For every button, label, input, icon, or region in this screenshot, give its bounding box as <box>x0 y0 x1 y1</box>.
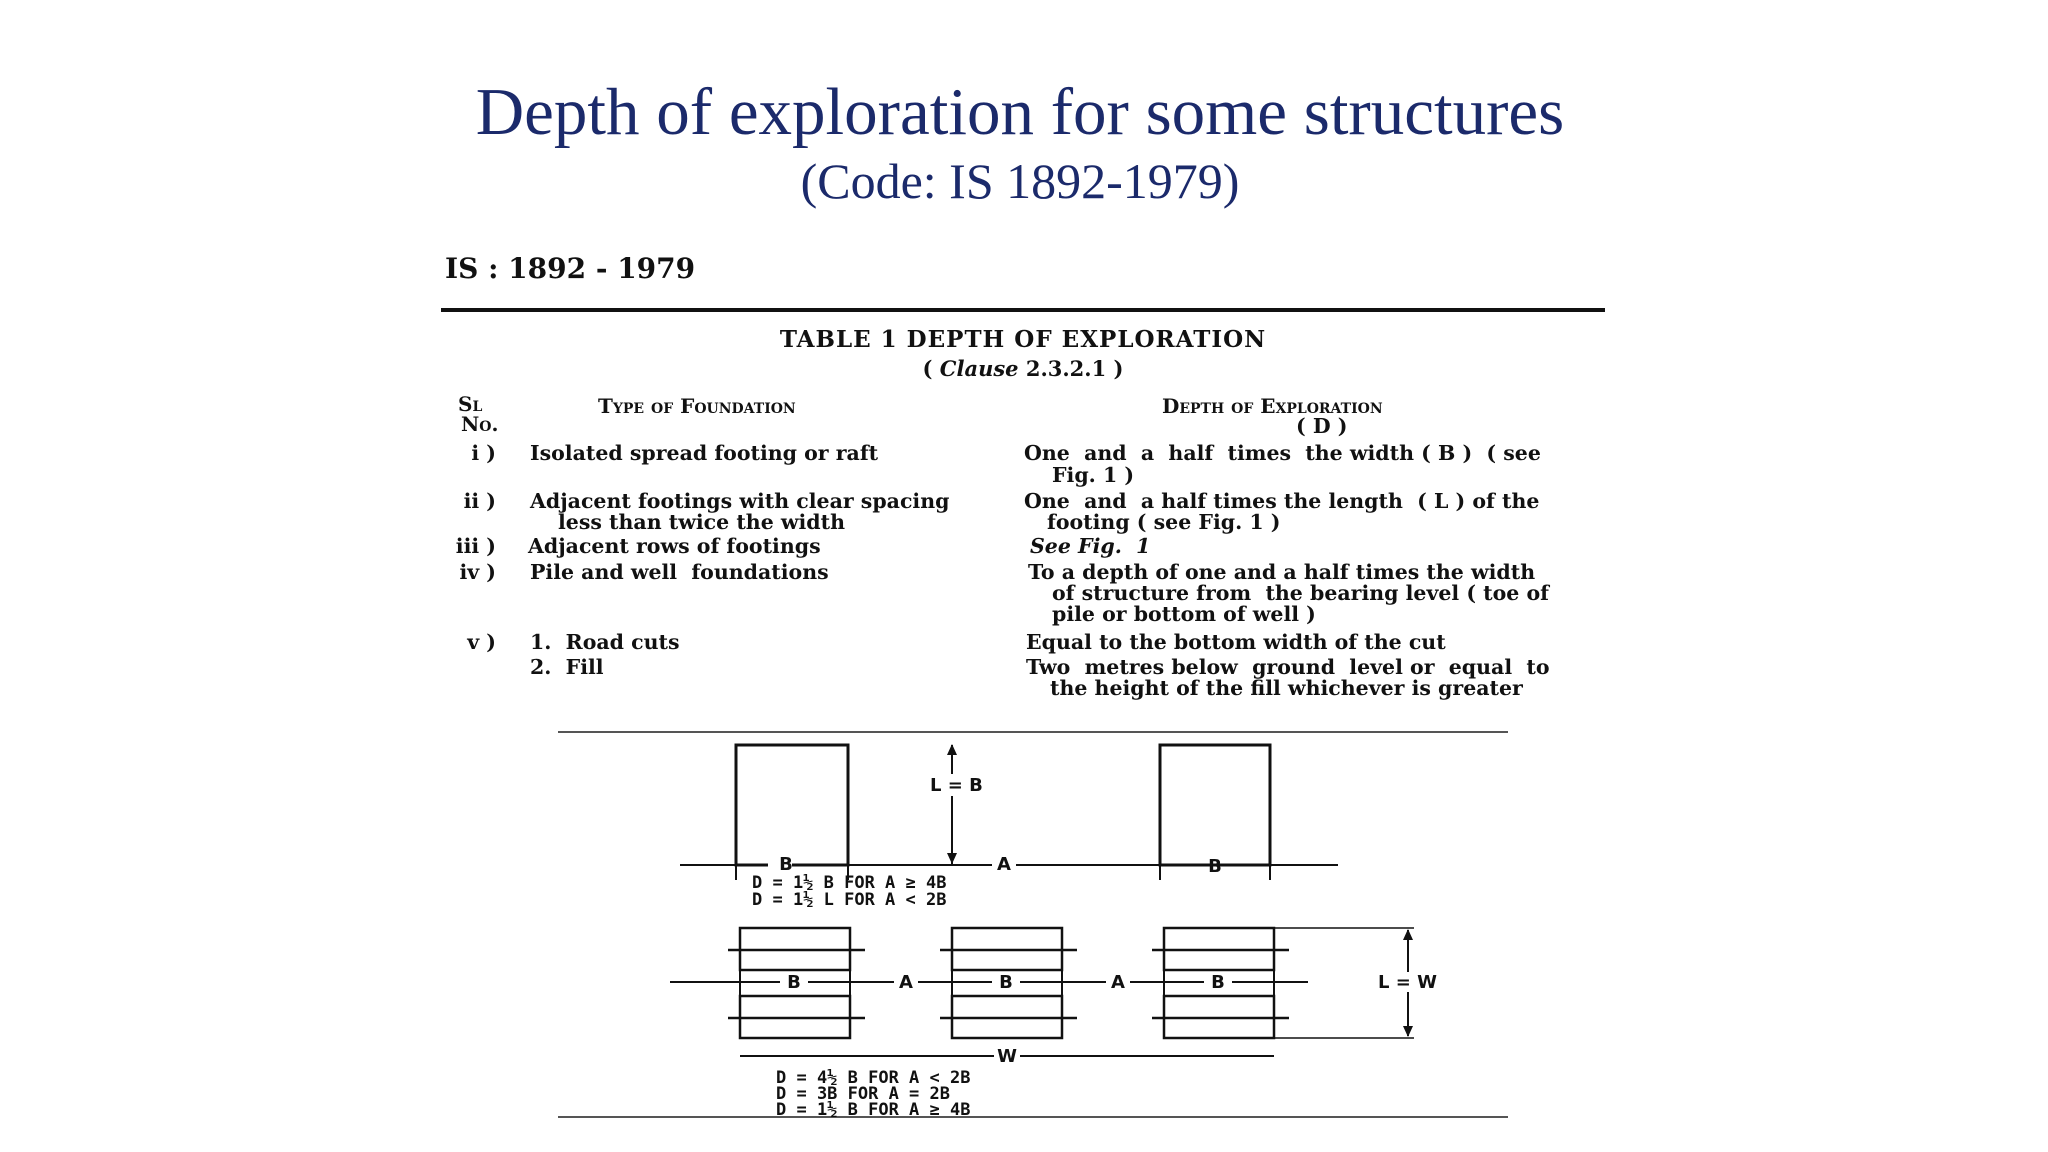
header-depth-of-exploration: Depth of Exploration <box>1162 394 1383 418</box>
arrow-head <box>947 853 957 864</box>
arrow-head <box>947 744 957 755</box>
formula: D = 1½ B FOR A ≥ 4B <box>752 873 947 893</box>
slide-title: Depth of exploration for some structures <box>475 75 1565 149</box>
figure-footing-diagram <box>500 720 1560 1120</box>
row-depth: footing ( see Fig. 1 ) <box>1047 510 1281 534</box>
row-number: ii ) <box>463 489 496 513</box>
row-number: iii ) <box>455 534 496 558</box>
label-b: B <box>1208 856 1222 877</box>
footing-left <box>736 745 848 865</box>
label-b: B <box>1211 972 1225 993</box>
formula: D = 4½ B FOR A < 2B <box>776 1068 971 1088</box>
label-w: W <box>997 1046 1017 1067</box>
formula: D = 3B FOR A = 2B <box>776 1084 950 1104</box>
row-number: iv ) <box>459 560 496 584</box>
slide-subtitle: (Code: IS 1892-1979) <box>800 153 1240 209</box>
label-a: A <box>997 854 1011 875</box>
row-depth: the height of the fill whichever is greater <box>1050 676 1523 700</box>
row-number: v ) <box>467 630 496 654</box>
table-title: TABLE 1 DEPTH OF EXPLORATION <box>779 326 1267 353</box>
row-type: Adjacent footings with clear spacing <box>530 489 950 513</box>
label-l-eq-b: L = B <box>930 775 983 796</box>
row-depth: Equal to the bottom width of the cut <box>1026 630 1446 654</box>
row-depth: Two metres below ground level or equal to <box>1026 655 1550 679</box>
row-depth: of structure from the bearing level ( toe of <box>1052 581 1549 605</box>
row-number: i ) <box>471 441 496 465</box>
row-type: Adjacent rows of footings <box>528 534 821 558</box>
header-type-of-foundation: Type of Foundation <box>598 394 796 418</box>
document-code: IS : 1892 - 1979 <box>445 252 696 285</box>
label-b: B <box>787 972 801 993</box>
row-type: less than twice the width <box>558 510 846 534</box>
label-l-eq-w: L = W <box>1378 972 1437 993</box>
row-type: 2. Fill <box>530 655 604 679</box>
row-type: Isolated spread footing or raft <box>530 441 879 465</box>
header-depth-symbol: ( D ) <box>1296 414 1348 438</box>
row-depth: One and a half times the length ( L ) of the <box>1024 489 1540 513</box>
label-b: B <box>779 854 793 875</box>
formula: D = 1½ L FOR A < 2B <box>752 890 947 910</box>
header-sl: Sl <box>458 392 483 416</box>
row-depth: To a depth of one and a half times the width <box>1028 560 1536 584</box>
formula: D = 1½ B FOR A ≥ 4B <box>776 1100 971 1120</box>
horizontal-rule <box>441 308 1605 312</box>
arrow-head <box>1403 1026 1413 1037</box>
row-depth: pile or bottom of well ) <box>1052 602 1316 626</box>
table-clause: ( Clause 2.3.2.1 ) <box>922 356 1124 381</box>
label-b: B <box>999 972 1013 993</box>
row-type: 1. Road cuts <box>530 630 680 654</box>
row-depth: Fig. 1 ) <box>1052 463 1135 487</box>
row-depth: See Fig. 1 <box>1030 534 1151 558</box>
label-a: A <box>899 972 913 993</box>
label-a: A <box>1111 972 1125 993</box>
footing-right <box>1160 745 1270 865</box>
header-no: No. <box>461 412 499 436</box>
row-depth: One and a half times the width ( B ) ( see <box>1024 441 1541 465</box>
arrow-head <box>1403 929 1413 940</box>
row-type: Pile and well foundations <box>530 560 829 584</box>
